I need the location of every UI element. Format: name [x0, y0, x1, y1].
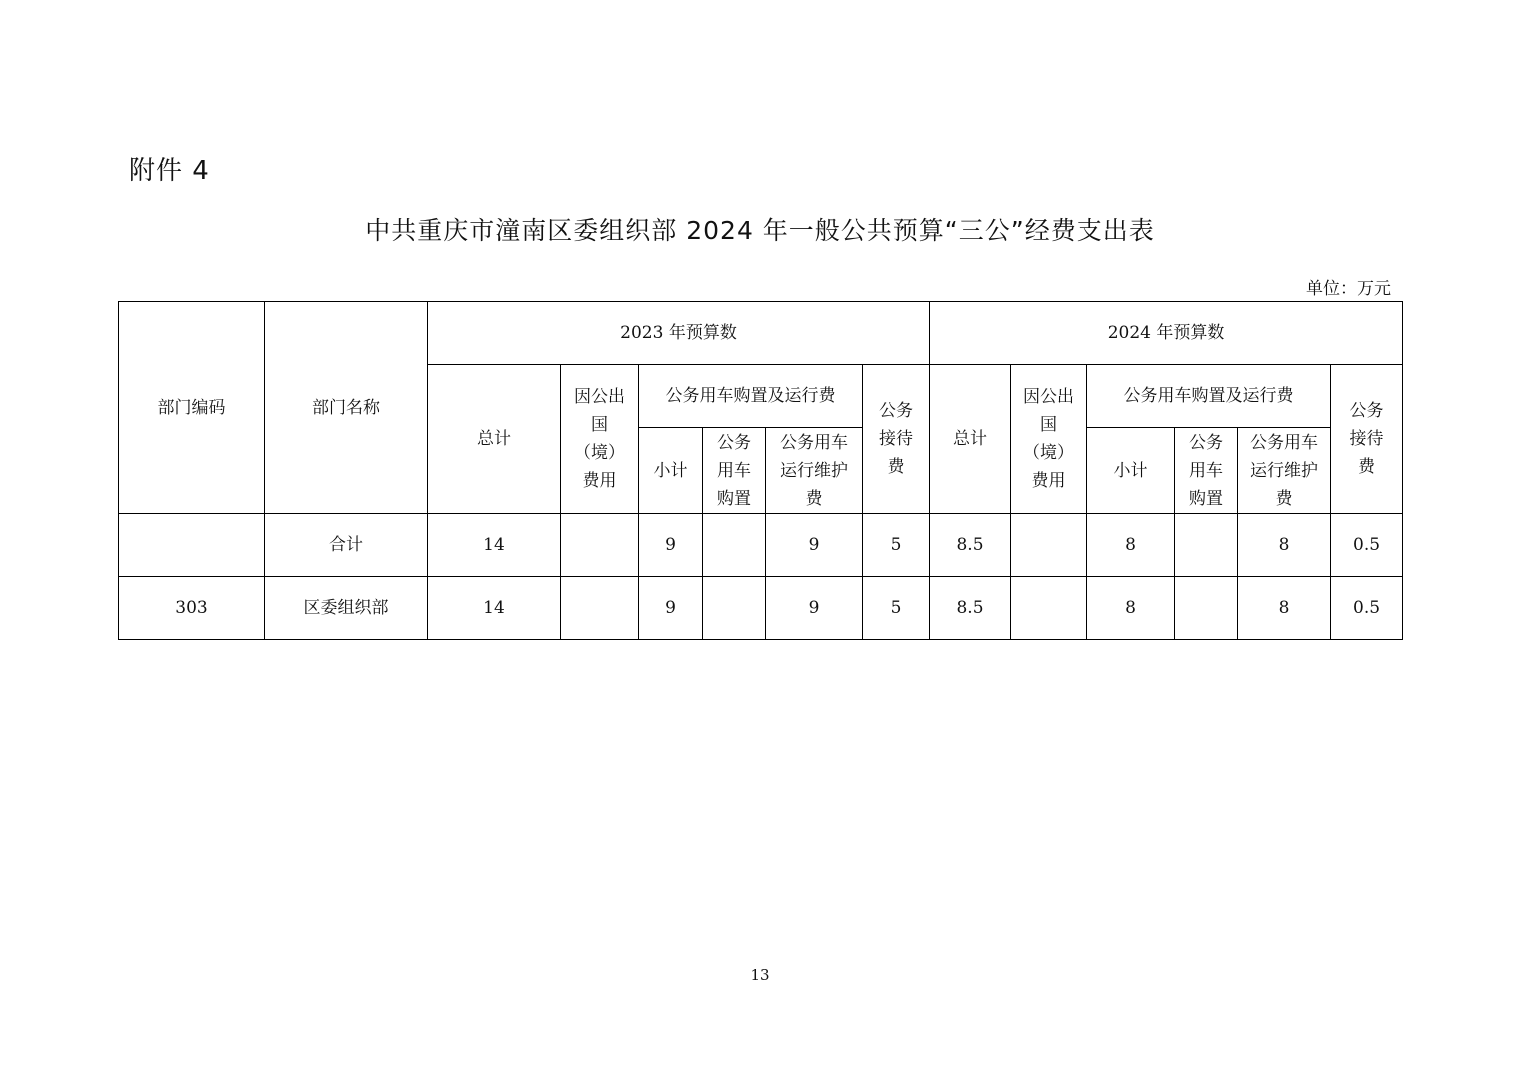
- header-2023-purchase: [703, 428, 766, 514]
- header-2024-abroad: [1011, 365, 1087, 514]
- cell-2023-abroad: [561, 514, 639, 577]
- header-2024-budget: 2024 年预算数: [930, 302, 1403, 365]
- cell-2024-total: 8.5: [930, 514, 1011, 577]
- cell-2023-reception: 5: [863, 514, 930, 577]
- page-title: 中共重庆市潼南区委组织部 2024 年一般公共预算“三公”经费支出表: [365, 216, 1155, 245]
- header-2023-reception-label: 公务接待费: [879, 401, 913, 477]
- header-2023-budget: 2023 年预算数: [428, 302, 930, 365]
- cell-2023-purchase: [703, 514, 766, 577]
- header-2023-reception: [863, 365, 930, 514]
- attachment-label: 附件 4: [129, 156, 210, 186]
- header-2023-subtotal: 小计: [639, 428, 703, 514]
- header-2023-maintenance: [766, 428, 863, 514]
- header-dept-code: 部门编码: [119, 302, 265, 514]
- cell-2024-maintenance: 8: [1238, 577, 1331, 640]
- cell-2024-abroad: [1011, 514, 1087, 577]
- header-2024-purchase: [1175, 428, 1238, 514]
- cell-2023-reception: 5: [863, 577, 930, 640]
- cell-2023-purchase: [703, 577, 766, 640]
- header-2024-total: 总计: [930, 365, 1011, 514]
- cell-name: 合计: [265, 514, 428, 577]
- header-row-1: [119, 302, 1403, 365]
- cell-2023-maintenance: 9: [766, 577, 863, 640]
- header-2023-purchase-label: 公务用车购置: [716, 432, 751, 509]
- header-2024-subtotal: 小计: [1087, 428, 1175, 514]
- cell-code: [119, 514, 265, 577]
- header-dept-name: 部门名称: [265, 302, 428, 514]
- cell-2024-reception: 0.5: [1331, 577, 1403, 640]
- header-2024-abroad-label: 因公出国（境）费用: [1023, 387, 1074, 491]
- table-row: [119, 577, 1403, 640]
- header-2023-vehicle: 公务用车购置及运行费: [639, 365, 863, 428]
- header-2024-maintenance: [1238, 428, 1331, 514]
- header-2024-purchase-label: 公务用车购置: [1189, 432, 1223, 509]
- table-row: [119, 514, 1403, 577]
- cell-2024-reception: 0.5: [1331, 514, 1403, 577]
- cell-2023-total: 14: [428, 577, 561, 640]
- cell-2023-abroad: [561, 577, 639, 640]
- header-2024-reception-label: 公务接待费: [1349, 401, 1384, 477]
- header-2023-abroad: [561, 365, 639, 514]
- cell-2024-subtotal: 8: [1087, 577, 1175, 640]
- header-2023-abroad-label: 因公出国（境）费用: [573, 387, 625, 491]
- cell-2023-subtotal: 9: [639, 577, 703, 640]
- cell-name: 区委组织部: [265, 577, 428, 640]
- cell-2024-purchase: [1175, 514, 1238, 577]
- cell-2024-total: 8.5: [930, 577, 1011, 640]
- cell-2024-abroad: [1011, 577, 1087, 640]
- budget-table: [118, 301, 1403, 640]
- cell-2024-maintenance: 8: [1238, 514, 1331, 577]
- page-number: 13: [750, 966, 770, 984]
- cell-2023-total: 14: [428, 514, 561, 577]
- header-2023-total: 总计: [428, 365, 561, 514]
- cell-2024-subtotal: 8: [1087, 514, 1175, 577]
- header-2024-maintenance-label: 公务用车运行维护费: [1250, 432, 1318, 509]
- cell-2023-maintenance: 9: [766, 514, 863, 577]
- cell-code: 303: [119, 577, 265, 640]
- cell-2024-purchase: [1175, 577, 1238, 640]
- unit-label: 单位：万元: [1306, 279, 1391, 299]
- header-2024-reception: [1331, 365, 1403, 514]
- header-2024-vehicle: 公务用车购置及运行费: [1087, 365, 1331, 428]
- cell-2023-subtotal: 9: [639, 514, 703, 577]
- header-2023-maintenance-label: 公务用车运行维护费: [779, 432, 848, 509]
